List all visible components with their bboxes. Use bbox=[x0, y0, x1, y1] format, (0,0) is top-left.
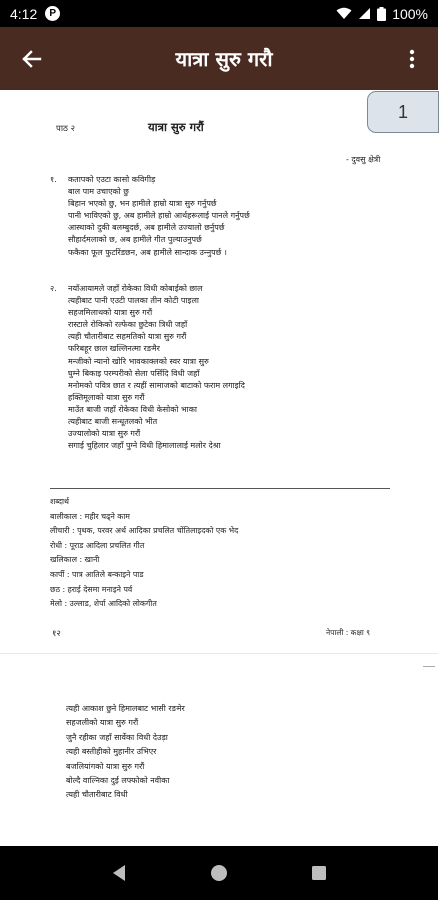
more-vert-icon bbox=[409, 49, 415, 69]
poem-line: नयाँआयामले जहाँ रोकेका विधी कोबाईको छाल bbox=[68, 284, 203, 293]
poem-line: सगाई चुहिलार जहाँ पुग्ने विधी हिमालालाई मलोर देश्रा bbox=[68, 441, 221, 451]
poem-line: सहजलीको यात्रा सुरु गरौं bbox=[66, 718, 139, 728]
poem-line: त्यही चौतारीबाट विधी bbox=[66, 790, 128, 800]
poem-line: त्यहीबाट पानी एउटी पालका तीन कोटी पाइला bbox=[68, 296, 199, 306]
stanza-number: १. bbox=[50, 175, 57, 184]
back-button[interactable] bbox=[0, 27, 62, 90]
home-circle-icon[interactable] bbox=[210, 864, 228, 882]
poem-line: फकैका फूल फुटरिंडछन, अब हामीले सान्दाक उन्‍नुपर्छ । bbox=[68, 247, 227, 257]
glossary-entry: खलिकाल : खानी bbox=[50, 555, 100, 565]
glossary-entry: लीचारी : पृथक, परवर अर्थ आदिका प्रचलित चोंतिलाइदको एक भेद bbox=[50, 526, 239, 536]
arrow-back-icon bbox=[21, 50, 41, 68]
cellular-signal-icon bbox=[358, 7, 371, 20]
poem-stanza-1 bbox=[50, 174, 250, 259]
glossary-entry: मेलो : उल्लाड, शेर्पा आदिको लोकगीत bbox=[50, 599, 157, 609]
page-footer-book: नेपाली : कक्षा ९ bbox=[326, 628, 371, 637]
glossary-entry: रोधी : पूराड आदिला प्रचलित गीत bbox=[50, 540, 145, 550]
lesson-label: पाठ २ bbox=[56, 124, 76, 134]
page-separator bbox=[0, 653, 438, 654]
glossary-divider bbox=[50, 488, 390, 489]
poem-line: त्यही चौतारीबाट सहमतिको यात्रा सुरु गरौं bbox=[68, 332, 187, 342]
poem-stanza-2 bbox=[50, 283, 245, 452]
poem-line: फरिबहूर छाल खल्लिनत्मा रङमैर bbox=[68, 344, 160, 354]
app-bar bbox=[0, 27, 438, 90]
system-navigation-bar bbox=[0, 846, 438, 900]
wifi-icon bbox=[336, 7, 352, 20]
battery-icon bbox=[377, 7, 386, 21]
poem-line: आस्थाको दुकी बलम्बुदर्छ, अब हामीले उज्यालो छर्नुपर्छ bbox=[68, 223, 225, 233]
poem-line: मनोमको पवित्र छात र त्यहीं सामाजको बाटाको फराम लगाइदि bbox=[68, 380, 245, 390]
poem-line: हक्तिमूलाको यात्रा सुरु गरौं bbox=[68, 392, 145, 402]
poem-line: जुनै रहीका जहाँ सार्वेका विधी देउड़ा bbox=[66, 732, 168, 742]
author-name: - दुवसु क्षेत्री bbox=[346, 155, 381, 164]
battery-percent: 100% bbox=[392, 5, 428, 22]
screen-title: यात्रा सुरु गरौ bbox=[175, 47, 273, 71]
poem-line: सौहार्दमलाको छ, अब हामीले गीत पुल्याउनुपर्छ bbox=[68, 235, 202, 245]
glossary bbox=[50, 495, 238, 612]
next-page-text bbox=[66, 702, 185, 803]
poem-line: पानी भाविएको छु, अब हामीले हाम्रो आर्थहरूलाई पानले गर्नुपर्छ bbox=[68, 211, 250, 221]
page-footer-number: १२ bbox=[52, 629, 61, 639]
poem-line: बोल्दै वाल्निका दुई लफ्फोको नवीका bbox=[66, 776, 170, 786]
glossary-entry: छठ : हराई देसमा मनाइने पर्व bbox=[50, 584, 133, 594]
overflow-menu-button[interactable] bbox=[386, 27, 438, 90]
app-notification-icon: P bbox=[45, 6, 60, 21]
recents-square-icon[interactable] bbox=[311, 865, 327, 881]
poem-line: बिहान भएको छु, भन हामीले हाम्रो यात्रा सुरु गर्नुपर्छ bbox=[68, 199, 217, 209]
page-number-indicator[interactable]: 1 bbox=[367, 91, 439, 133]
poem-line: त्यही आकाश छुने हिमालबाट भासी रङमेर bbox=[66, 704, 185, 713]
page-separator-mark bbox=[423, 666, 435, 667]
stanza-number: २. bbox=[50, 284, 57, 293]
pdf-reader-view[interactable] bbox=[0, 90, 438, 800]
poem-line: रास्टाले रोकिको रल्फेका छुटेका त्रिधी जहाँ bbox=[68, 320, 188, 330]
poem-line: त्यहीबाट बाजी सन्धूतलको भीत bbox=[68, 417, 158, 427]
poem-line: उज्यालोको यात्रा सुरु गरौं bbox=[68, 429, 141, 439]
glossary-entry: कार्पी : पात्र आतिले बन्काइने पाड bbox=[50, 569, 144, 579]
poem-line: घुम्ने बिकाइ परम्परीको सेला पर्सिदि विधी जहाँ bbox=[68, 368, 200, 378]
glossary-entry: बालीकाल : महीर चढ्ने काम bbox=[50, 511, 130, 521]
poem-line: कतापको एउटा कासो कविगीड़ bbox=[68, 175, 156, 184]
poem-line: माउँत बाजी जहाँ रोकेका विधी केसोको भाका bbox=[68, 404, 197, 414]
status-bar bbox=[0, 0, 438, 27]
poem-line: त्यही बस्तीहीको मुहानीर उभिएर bbox=[66, 747, 157, 757]
poem-line: बजलियांगको यात्रा सुरु गरौं bbox=[66, 761, 145, 771]
glossary-heading: शब्दार्थ bbox=[50, 497, 70, 506]
lesson-title: यात्रा सुरु गरौं bbox=[148, 120, 204, 134]
poem-line: मन्जीको न्यानो खोरि भावकाक्लको स्वर यात्रा सुरु bbox=[68, 356, 209, 366]
status-time: 4:12 bbox=[10, 5, 38, 22]
back-triangle-icon[interactable] bbox=[111, 864, 127, 882]
poem-line: सहजमिलाथको यात्रा सुरु गरौं bbox=[68, 308, 153, 318]
poem-line: बाल पाम उचाएको छु bbox=[68, 187, 129, 197]
